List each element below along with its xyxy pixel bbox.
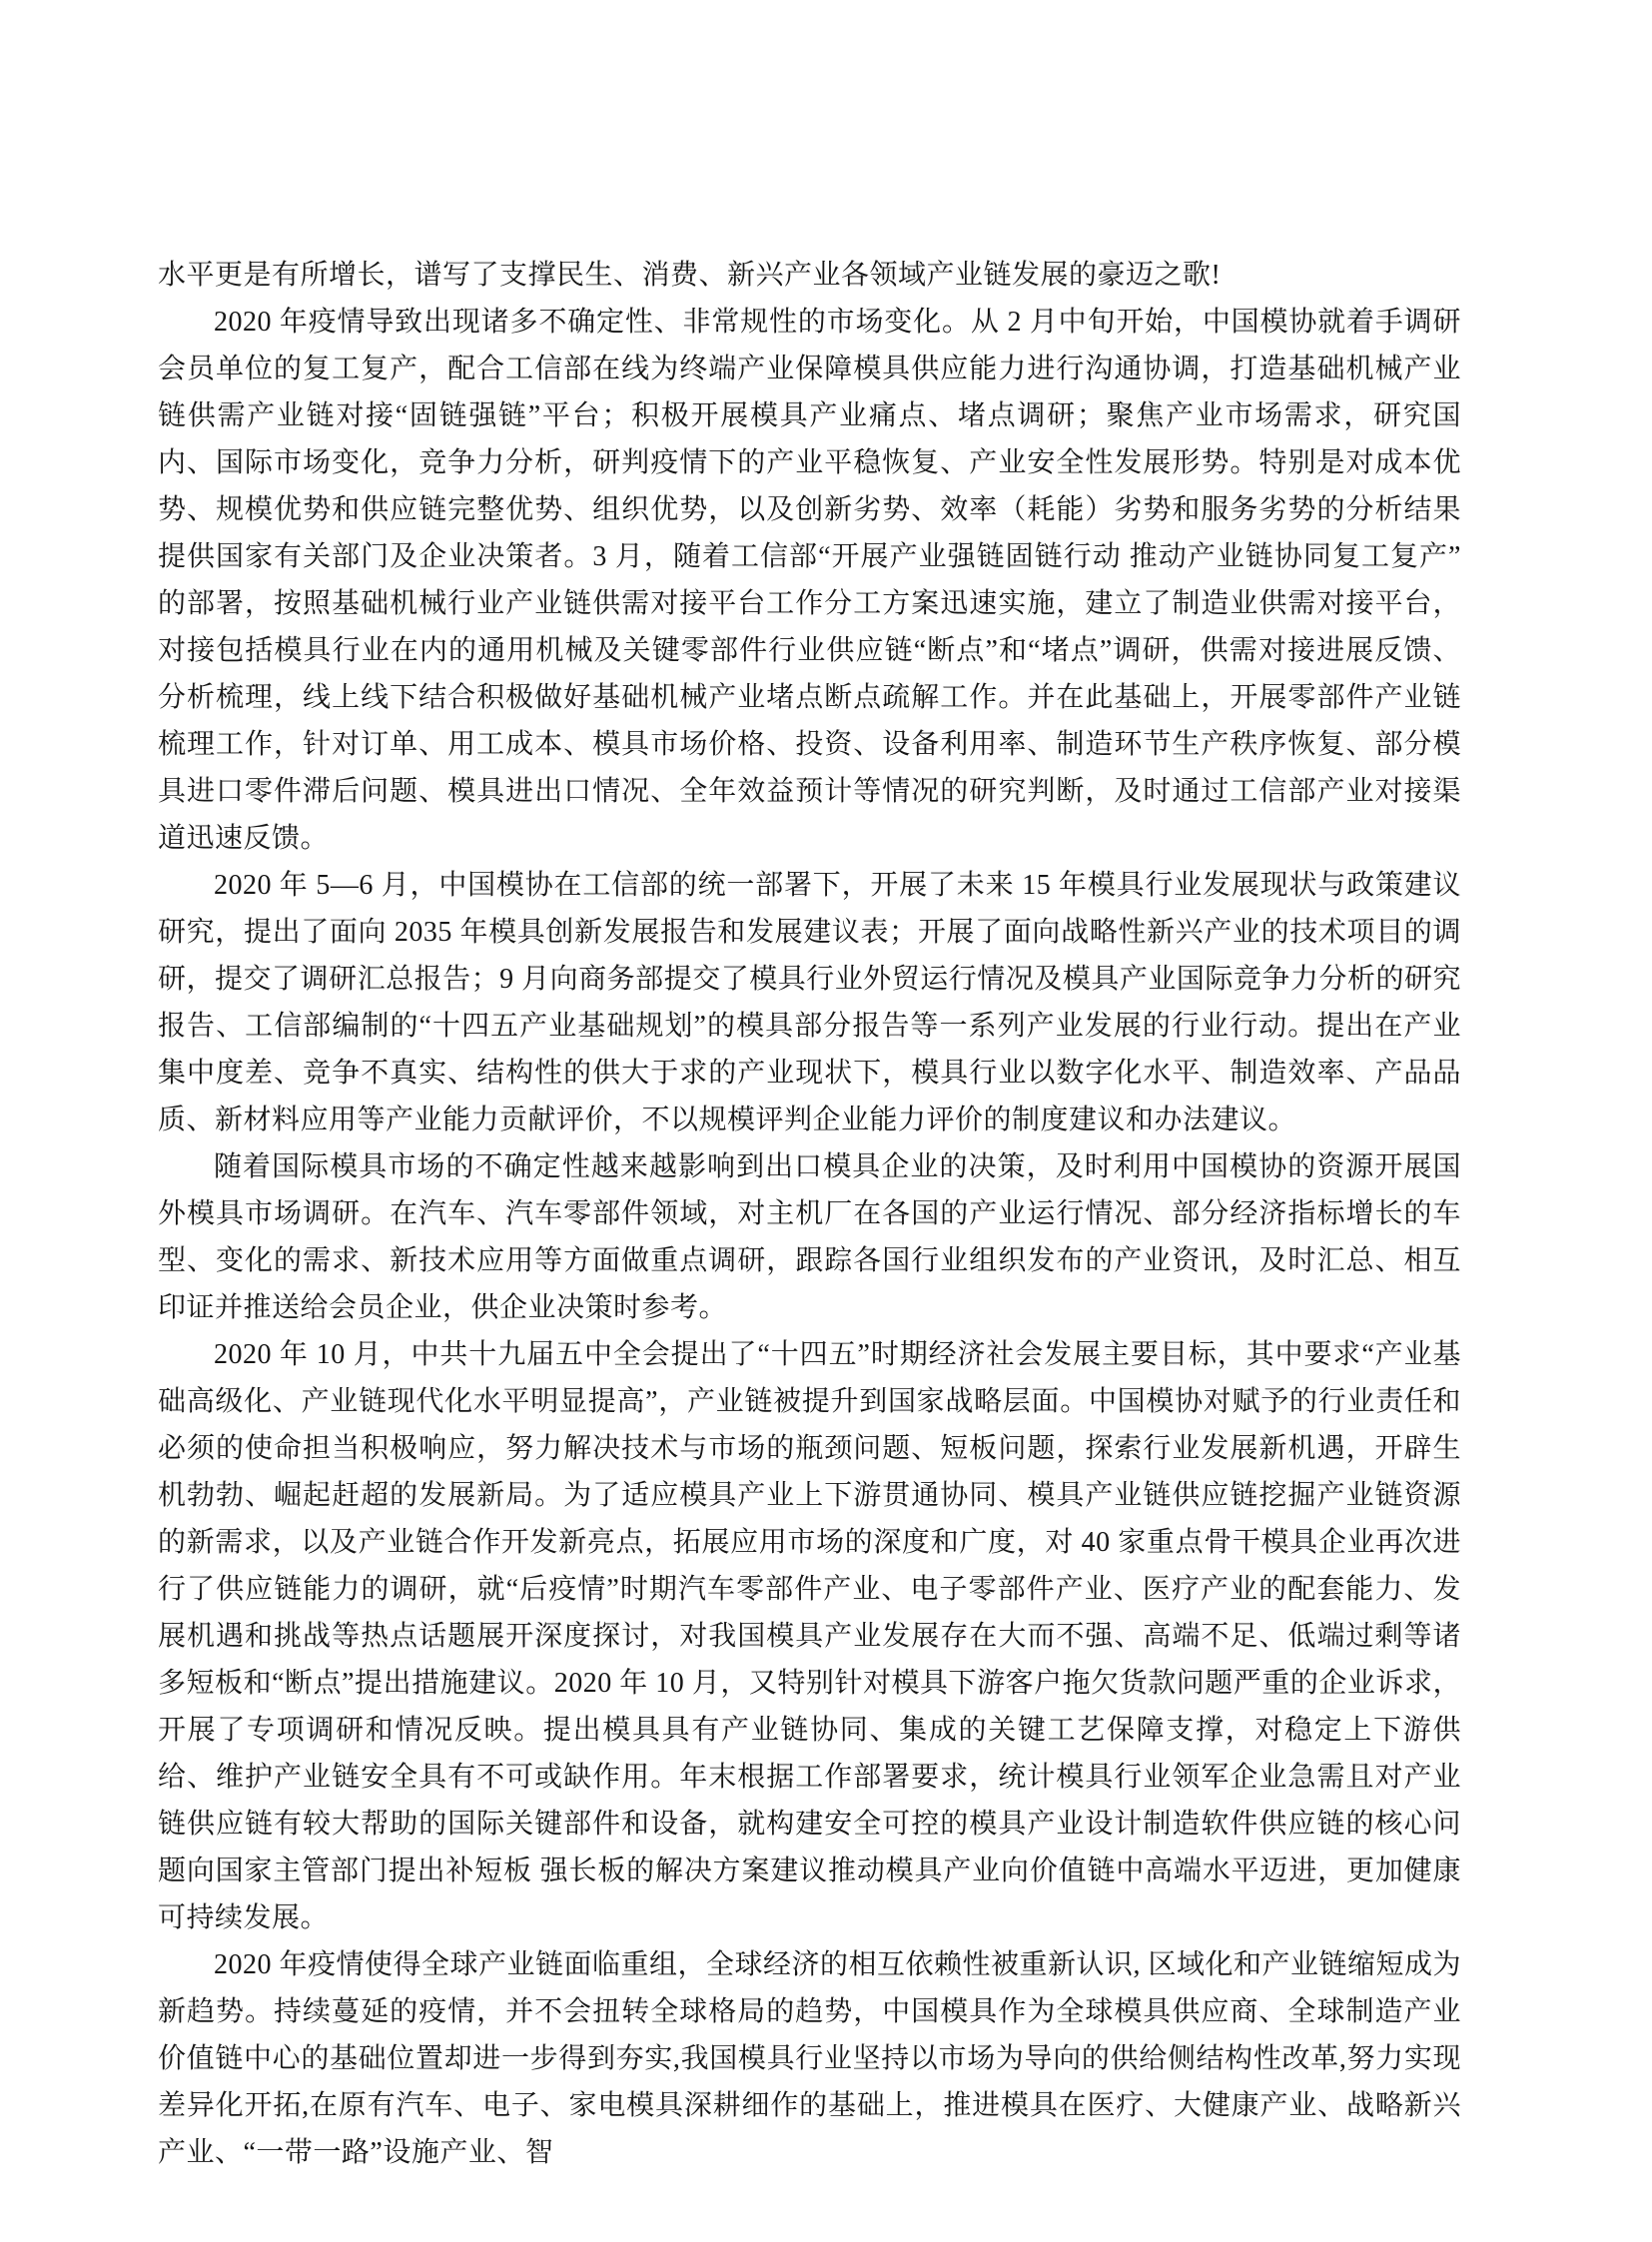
paragraph-plenum-and-supply-chain: 2020 年 10 月，中共十九届五中全会提出了“十四五”时期经济社会发展主要目标，其中要求“产业基础高级化、产业链现代化水平明显提高”，产业链被提升到国家战略层面。中国模协对赋予的行业责任和必须的使命担当积极响应，努力解决技术与市场的瓶颈问题、短板问题，探索行业发展新机遇，开辟生机勃勃、崛起赶超的发展新局。为了适应模具产业上下游贯通协同、模具产业链供应链挖掘产业链资源的新需求，以及产业链合作开发新亮点，拓展应用市场的深度和广度，对 40 家重点骨干模具企业再次进行了供应链能力的调研，就“后疫情”时期汽车零部件产业、电子零部件产业、医疗产业的配套能力、发展机遇和挑战等热点话题展开深度探讨，对我国模具产业发展存在大而不强、高端不足、低端过剩等诸多短板和“断点”提出措施建议。2020 年 10 月，又特别针对模具下游客户拖欠货款问题严重的企业诉求，开展了专项调研和情况反映。提出模具具有产业链协同、集成的关键工艺保障支撑，对稳定上下游供给、维护产业链安全具有不可或缺作用。年末根据工作部署要求，统计模具行业领军企业急需且对产业链供应链有较大帮助的国际关键部件和设备，就构建安全可控的模具产业设计制造软件供应链的核心问题向国家主管部门提出补短板 强长板的解决方案建议推动模具产业向价值链中高端水平迈进，更加健康可持续发展。 — [158, 1339, 1461, 1933]
paragraph-policy-research: 2020 年 5—6 月，中国模协在工信部的统一部署下，开展了未来 15 年模具行业发展现状与政策建议研究，提出了面向 2035 年模具创新发展报告和发展建议表；开展了面向战略性新兴产业的技术项目的调研，提交了调研汇总报告；9 月向商务部提交了模具行业外贸运行情况及模具产业国际竞争力分析的研究报告、工信部编制的“十四五产业基础规划”的模具部分报告等一系列产业发展的行业行动。提出在产业集中度差、竞争不真实、结构性的供大于求的产业现状下，模具行业以数字化水平、制造效率、产品品质、新材料应用等产业能力贡献评价，不以规模评判企业能力评价的制度建议和办法建议。 — [158, 870, 1461, 1135]
paragraph-global-restructuring: 2020 年疫情使得全球产业链面临重组，全球经济的相互依赖性被重新认识, 区域化和产业链缩短成为新趋势。持续蔓延的疫情，并不会扭转全球格局的趋势，中国模具作为全球模具供应商、全球制造产业价值链中心的基础位置却进一步得到夯实,我国模具行业坚持以市场为导向的供给侧结构性改革,努力实现差异化开拓,在原有汽车、电子、家电模具深耕细作的基础上，推进模具在医疗、大健康产业、战略新兴产业、“一带一路”设施产业、智 — [158, 1949, 1462, 2168]
paragraph-continuation: 水平更是有所增长，谱写了支撑民生、消费、新兴产业各领域产业链发展的豪迈之歌! — [158, 260, 1222, 291]
document-text-block — [158, 252, 1461, 2176]
paragraph-pandemic-response: 2020 年疫情导致出现诸多不确定性、非常规性的市场变化。从 2 月中旬开始，中国模协就着手调研会员单位的复工复产，配合工信部在线为终端产业保障模具供应能力进行沟通协调，打造基础机械产业链供需产业链对接“固链强链”平台；积极开展模具产业痛点、堵点调研；聚焦产业市场需求，研究国内、国际市场变化，竞争力分析，研判疫情下的产业平稳恢复、产业安全性发展形势。特别是对成本优势、规模优势和供应链完整优势、组织优势，以及创新劣势、效率（耗能）劣势和服务劣势的分析结果提供国家有关部门及企业决策者。3 月，随着工信部“开展产业强链固链行动 推动产业链协同复工复产”的部署，按照基础机械行业产业链供需对接平台工作分工方案迅速实施，建立了制造业供需对接平台，对接包括模具行业在内的通用机械及关键零部件行业供应链“断点”和“堵点”调研，供需对接进展反馈、分析梳理，线上线下结合积极做好基础机械产业堵点断点疏解工作。并在此基础上，开展零部件产业链梳理工作，针对订单、用工成本、模具市场价格、投资、设备利用率、制造环节生产秩序恢复、部分模具进口零件滞后问题、模具进出口情况、全年效益预计等情况的研究判断，及时通过工信部产业对接渠道迅速反馈。 — [158, 307, 1461, 854]
paragraph-overseas-market-survey: 随着国际模具市场的不确定性越来越影响到出口模具企业的决策，及时利用中国模协的资源开展国外模具市场调研。在汽车、汽车零部件领域，对主机厂在各国的产业运行情况、部分经济指标增长的车型、变化的需求、新技术应用等方面做重点调研，跟踪各国行业组织发布的产业资讯，及时汇总、相互印证并推送给会员企业，供企业决策时参考。 — [158, 1151, 1461, 1323]
